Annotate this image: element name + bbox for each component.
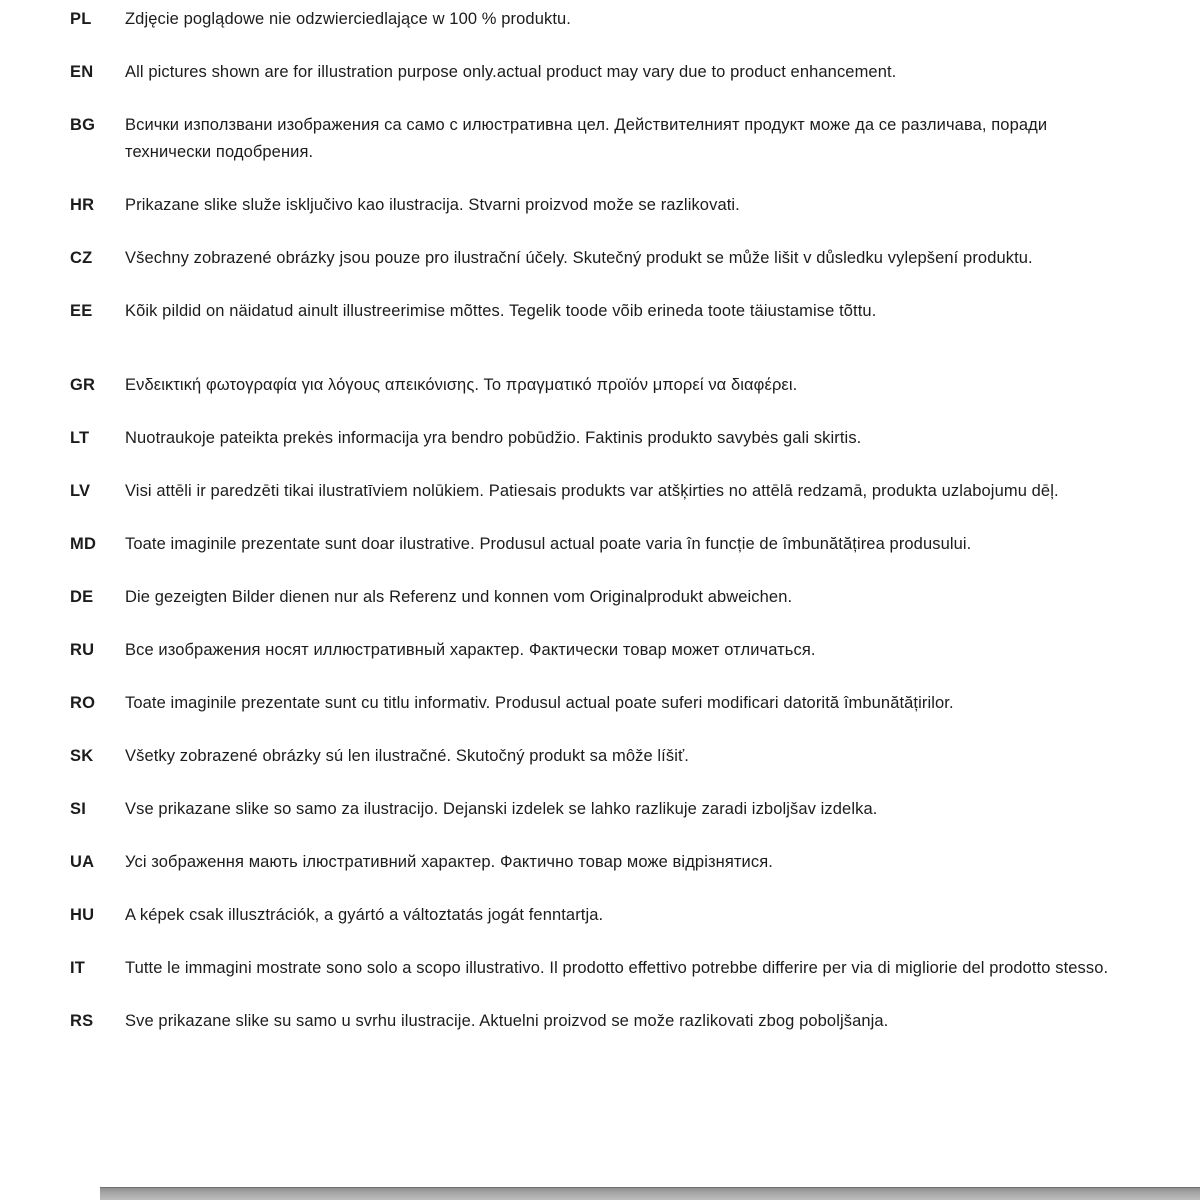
disclaimer-row-it xyxy=(70,955,1138,982)
disclaimer-row-en xyxy=(70,59,1138,86)
disclaimer-text: Toate imaginile prezentate sunt doar ilustrative. Produsul actual poate varia în funcție de îmbunătățirea produsului. xyxy=(125,535,972,553)
disclaimer-text: Kõik pildid on näidatud ainult illustreerimise mõttes. Tegelik toode võib erineda toote täiustamise tõttu. xyxy=(125,302,877,320)
disclaimer-text: Toate imaginile prezentate sunt cu titlu informativ. Produsul actual poate suferi modificari datorită îmbunătățirilor. xyxy=(125,694,954,712)
page-bottom-edge-bar xyxy=(100,1187,1200,1200)
language-code: GR xyxy=(70,376,96,394)
disclaimer-text: Die gezeigten Bilder dienen nur als Referenz und konnen vom Originalprodukt abweichen. xyxy=(125,588,793,606)
language-code: UA xyxy=(70,853,95,871)
disclaimer-row-hr xyxy=(70,192,1138,219)
language-code: BG xyxy=(70,116,96,134)
disclaimer-text: Vse prikazane slike so samo za ilustracijo. Dejanski izdelek se lahko razlikuje zaradi izboljšav izdelka. xyxy=(125,800,878,818)
disclaimer-text: Всички използвани изображения са само с илюстративна цел. Действителният продукт може да се различава, поради технически подобрения. xyxy=(125,116,1048,161)
disclaimer-text: Усі зображення мають ілюстративний характер. Фактично товар може відрізнятися. xyxy=(125,853,773,871)
language-code: HR xyxy=(70,196,95,214)
disclaimer-text: Tutte le immagini mostrate sono solo a scopo illustrativo. Il prodotto effettivo potrebbe differire per via di migliorie del prodotto stesso. xyxy=(125,959,1109,977)
disclaimer-text: A képek csak illusztrációk, a gyártó a változtatás jogát fenntartja. xyxy=(125,906,604,924)
disclaimer-row-md xyxy=(70,531,1138,558)
language-code: EE xyxy=(70,302,93,320)
disclaimer-text: Visi attēli ir paredzēti tikai ilustratīviem nolūkiem. Patiesais produkts var atšķirties no attēlā redzamā, produkta uzlabojumu dēļ. xyxy=(125,482,1059,500)
disclaimer-row-bg xyxy=(70,112,1138,166)
disclaimer-row-lv xyxy=(70,478,1138,505)
disclaimer-row-hu xyxy=(70,902,1138,929)
disclaimer-row-ro xyxy=(70,690,1138,717)
disclaimer-text: Zdjęcie poglądowe nie odzwierciedlające w 100 % produktu. xyxy=(125,10,571,28)
disclaimer-text: Sve prikazane slike su samo u svrhu ilustracije. Aktuelni proizvod se može razlikovati zbog poboljšanja. xyxy=(125,1012,889,1030)
language-code: MD xyxy=(70,535,97,553)
disclaimer-row-pl xyxy=(70,6,1138,33)
disclaimer-row-cz xyxy=(70,245,1138,272)
disclaimer-text: Prikazane slike služe isključivo kao ilustracija. Stvarni proizvod može se razlikovati. xyxy=(125,196,740,214)
disclaimer-row-lt xyxy=(70,425,1138,452)
language-code: RO xyxy=(70,694,96,712)
disclaimer-row-gr xyxy=(70,372,1138,399)
disclaimer-row-si xyxy=(70,796,1138,823)
disclaimer-row-rs xyxy=(70,1008,1138,1035)
language-code: DE xyxy=(70,588,94,606)
language-code: RS xyxy=(70,1012,94,1030)
disclaimer-row-ua xyxy=(70,849,1138,876)
language-code: IT xyxy=(70,959,86,977)
disclaimer-text: Ενδεικτική φωτογραφία για λόγους απεικόνισης. Το πραγματικό προϊόν μπορεί να διαφέρει. xyxy=(125,376,798,394)
language-code: SK xyxy=(70,747,94,765)
disclaimer-text: All pictures shown are for illustration purpose only.actual product may vary due to product enhancement. xyxy=(125,63,897,81)
language-code: LT xyxy=(70,429,90,447)
disclaimer-text: Nuotraukoje pateikta prekės informacija yra bendro pobūdžio. Faktinis produkto savybės gali skirtis. xyxy=(125,429,862,447)
language-code: RU xyxy=(70,641,95,659)
disclaimer-row-sk xyxy=(70,743,1138,770)
language-code: PL xyxy=(70,10,92,28)
disclaimer-text: Все изображения носят иллюстративный характер. Фактически товар может отличаться. xyxy=(125,641,816,659)
disclaimer-row-ru xyxy=(70,637,1138,664)
disclaimer-text: Všechny zobrazené obrázky jsou pouze pro ilustrační účely. Skutečný produkt se může lišit v důsledku vylepšení produktu. xyxy=(125,249,1033,267)
disclaimer-text: Všetky zobrazené obrázky sú len ilustračné. Skutočný produkt sa môže líšiť. xyxy=(125,747,689,765)
disclaimer-row-de xyxy=(70,584,1138,611)
language-code: LV xyxy=(70,482,91,500)
language-code: HU xyxy=(70,906,95,924)
language-code: SI xyxy=(70,800,86,818)
language-code: EN xyxy=(70,63,94,81)
language-code: CZ xyxy=(70,249,93,267)
disclaimer-row-ee xyxy=(70,298,1138,325)
